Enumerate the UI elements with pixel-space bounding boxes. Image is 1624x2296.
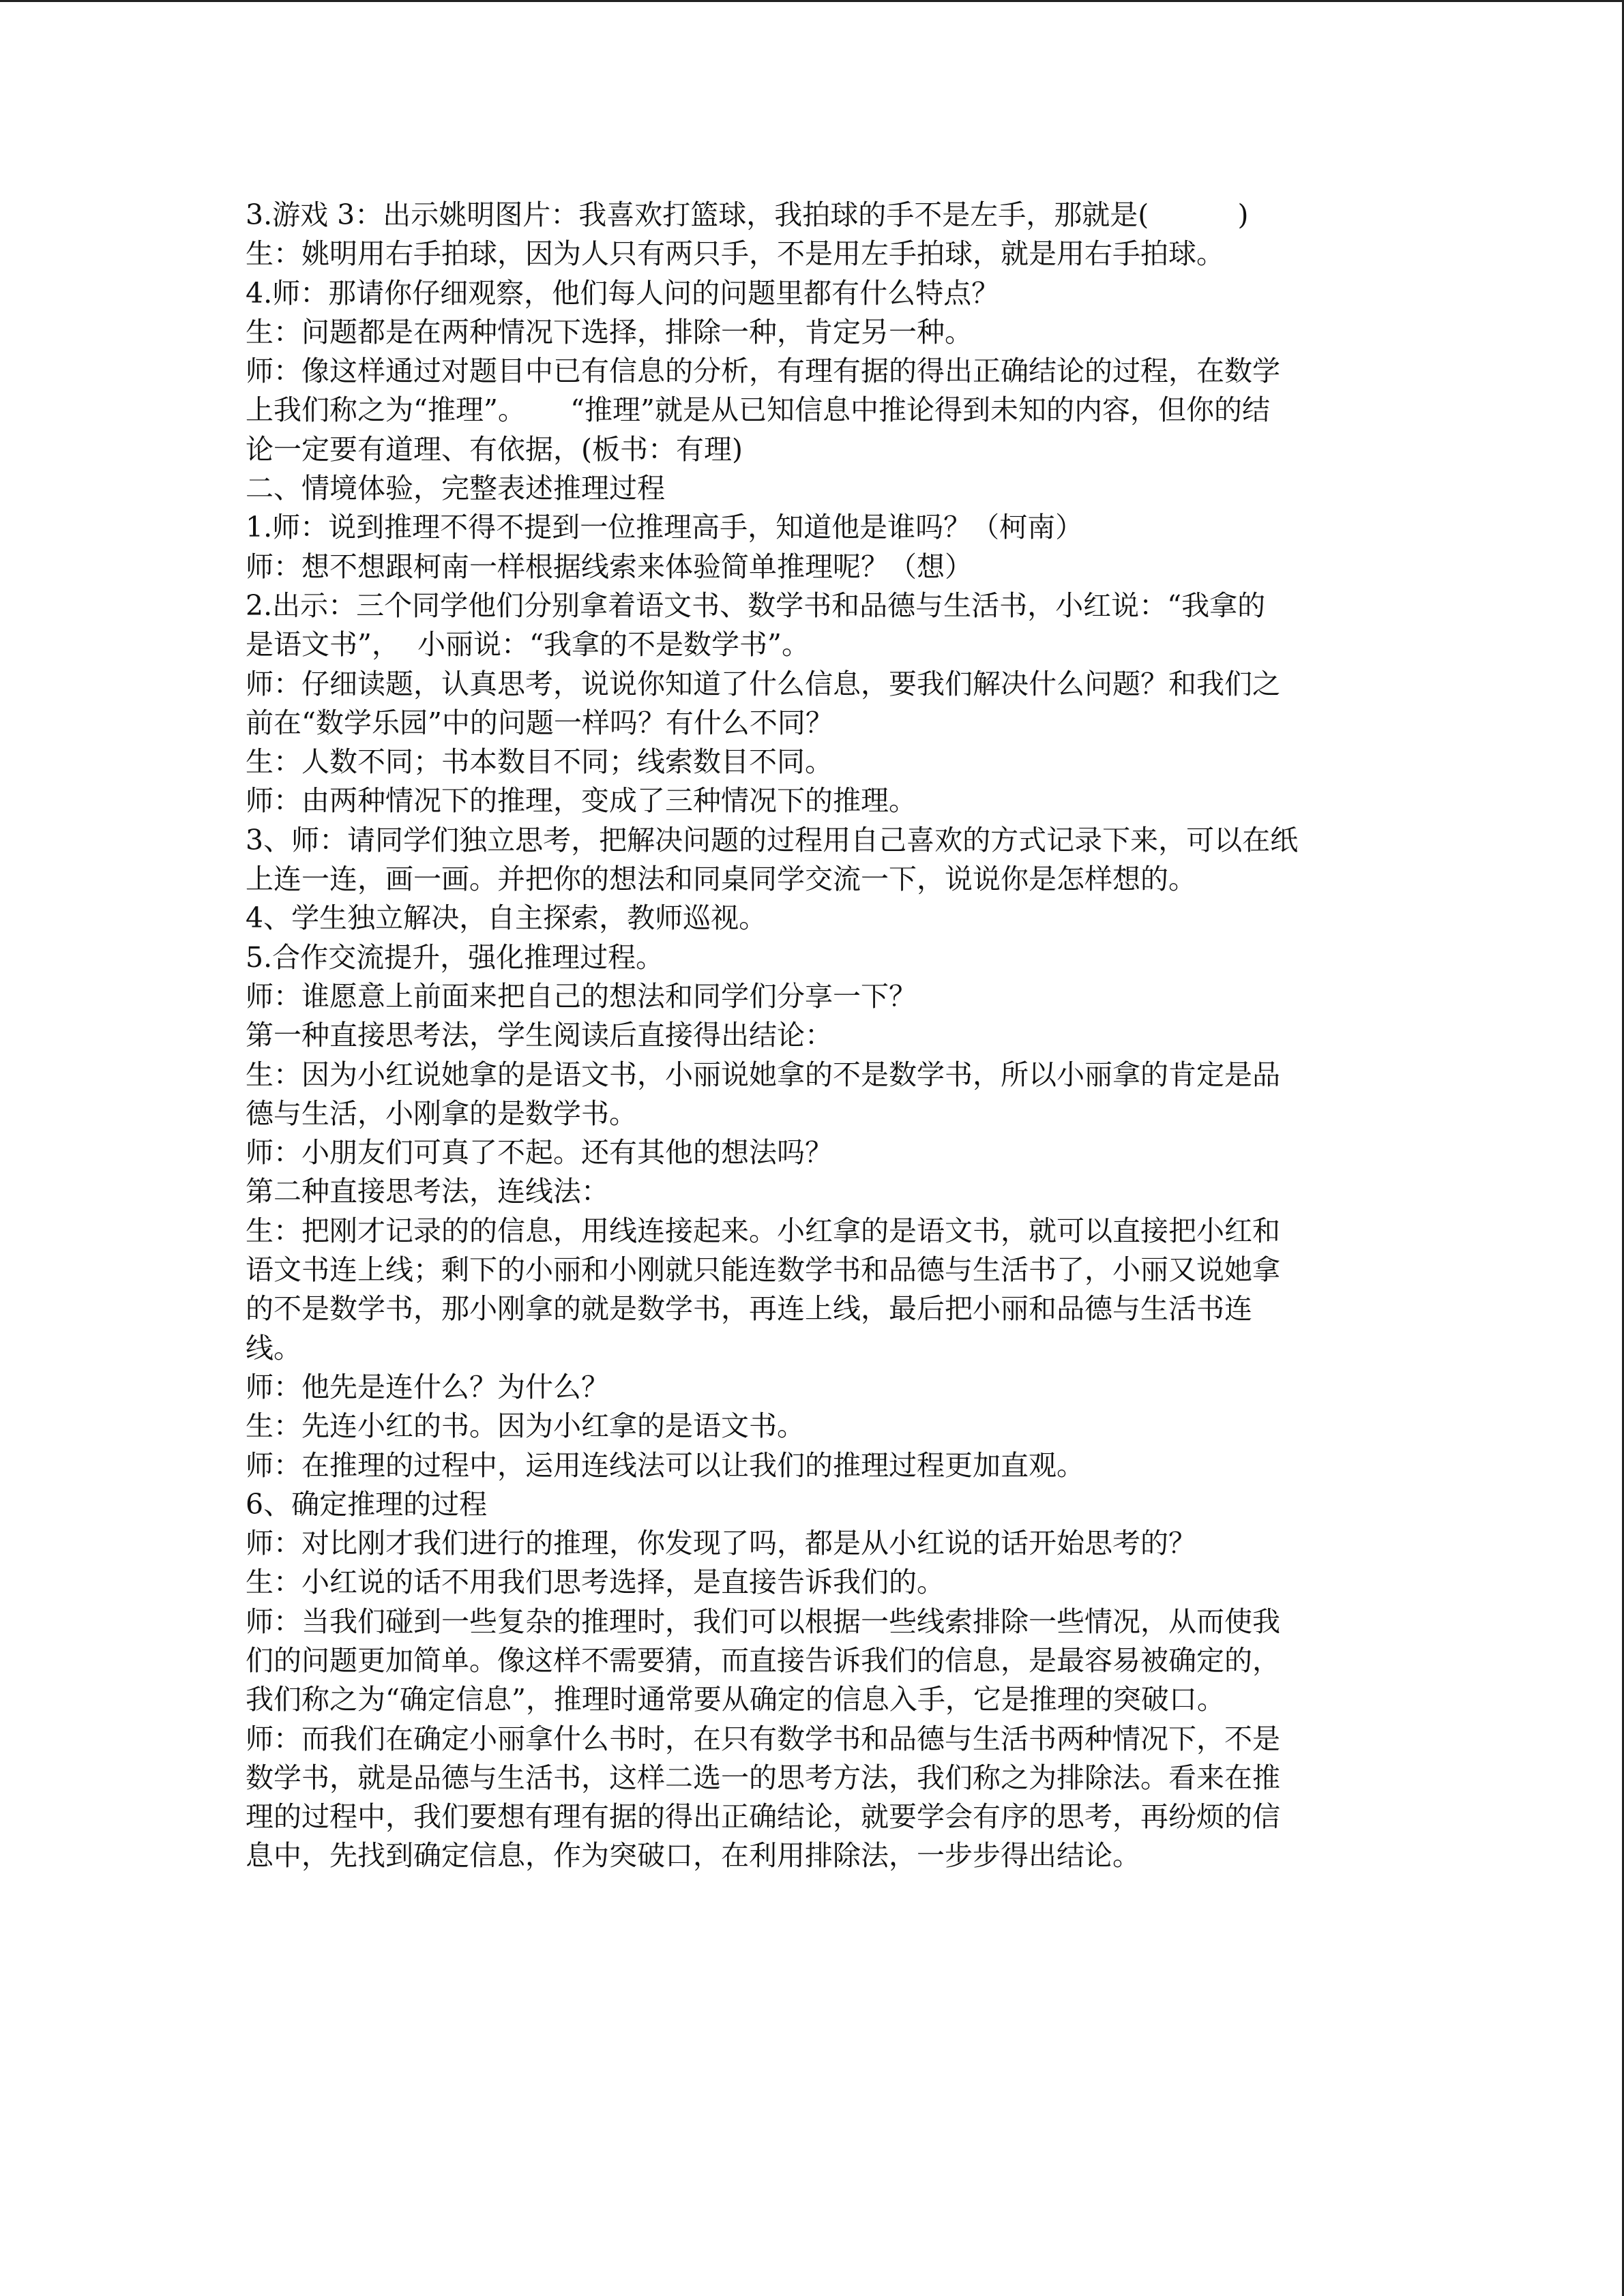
text-line: 3、师：请同学们独立思考，把解决问题的过程用自己喜欢的方式记录下来，可以在纸 xyxy=(246,823,1299,856)
text-line: 前在“数学乐园”中的问题一样吗？有什么不同？ xyxy=(246,706,833,739)
text-line: 6、确定推理的过程 xyxy=(246,1487,488,1521)
text-line: 1.师：说到推理不得不提到一位推理高手，知道他是谁吗？（柯南） xyxy=(246,511,1084,544)
text-line: 师：在推理的过程中，运用连线法可以让我们的推理过程更加直观。 xyxy=(246,1448,1084,1482)
text-line: 师：由两种情况下的推理，变成了三种情况下的推理。 xyxy=(246,784,917,818)
text-line: 2.出示：三个同学他们分别拿着语文书、数学书和品德与生活书，小红说：“我拿的 xyxy=(246,588,1266,622)
text-line: 我们称之为“确定信息”，推理时通常要从确定的信息入手，它是推理的突破口。 xyxy=(246,1683,1225,1716)
text-line: 师：仔细读题，认真思考，说说你知道了什么信息，要我们解决什么问题？和我们之 xyxy=(246,667,1280,700)
text-line: 生：先连小红的书。因为小红拿的是语文书。 xyxy=(246,1410,805,1443)
text-line: 5.合作交流提升，强化推理过程。 xyxy=(246,940,664,974)
text-line: 师：想不想跟柯南一样根据线索来体验简单推理呢？（想） xyxy=(246,550,973,583)
text-line: 第二种直接思考法，连线法： xyxy=(246,1175,609,1208)
text-line: 生：姚明用右手拍球，因为人只有两只手，不是用左手拍球，就是用右手拍球。 xyxy=(246,237,1224,271)
section-heading: 二、情境体验，完整表述推理过程 xyxy=(246,472,665,505)
text-line: 们的问题更加简单。像这样不需要猜，而直接告诉我们的信息，是最容易被确定的， xyxy=(246,1643,1280,1677)
text-line: 论一定要有道理、有依据，(板书：有理) xyxy=(246,432,743,466)
text-line: 语文书连上线；剩下的小丽和小刚就只能连数学书和品德与生活书了，小丽又说她拿 xyxy=(246,1253,1280,1287)
text-line: 数学书，就是品德与生活书，这样二选一的思考方法，我们称之为排除法。看来在推 xyxy=(246,1761,1280,1794)
document-body xyxy=(246,196,1391,1876)
text-line: 理的过程中，我们要想有理有据的得出正确结论，就要学会有序的思考，再纷烦的信 xyxy=(246,1800,1280,1834)
text-line: 生：把刚才记录的的信息，用线连接起来。小红拿的是语文书，就可以直接把小红和 xyxy=(246,1214,1280,1247)
text-line: 4、学生独立解决，自主探索，教师巡视。 xyxy=(246,901,767,935)
text-line: 第一种直接思考法，学生阅读后直接得出结论： xyxy=(246,1019,833,1052)
page-border-top xyxy=(0,0,1624,2)
text-line: 师：对比刚才我们进行的推理，你发现了吗，都是从小红说的话开始思考的？ xyxy=(246,1527,1196,1560)
text-line: 师：像这样通过对题目中已有信息的分析，有理有据的得出正确结论的过程，在数学 xyxy=(246,355,1280,388)
text-line: 3.游戏 3：出示姚明图片：我喜欢打篮球，我拍球的手不是左手，那就是( ) xyxy=(246,198,1249,231)
text-line: 上我们称之为“推理”。 “推理”就是从已知信息中推论得到未知的内容，但你的结 xyxy=(246,393,1271,427)
text-line: 师：小朋友们可真了不起。还有其他的想法吗？ xyxy=(246,1136,833,1169)
text-line: 德与生活，小刚拿的是数学书。 xyxy=(246,1097,637,1130)
text-line: 师：他先是连什么？为什么？ xyxy=(246,1370,609,1403)
text-line: 上连一连，画一画。并把你的想法和同桌同学交流一下，说说你是怎样想的。 xyxy=(246,863,1196,896)
text-line: 线。 xyxy=(246,1331,301,1365)
text-line: 生：因为小红说她拿的是语文书，小丽说她拿的不是数学书，所以小丽拿的肯定是品 xyxy=(246,1058,1280,1091)
text-line: 师：谁愿意上前面来把自己的想法和同学们分享一下？ xyxy=(246,979,917,1013)
text-line: 4.师：那请你仔细观察，他们每人问的问题里都有什么特点？ xyxy=(246,276,1000,310)
text-line: 生：小红说的话不用我们思考选择，是直接告诉我们的。 xyxy=(246,1566,945,1599)
text-line: 师：而我们在确定小丽拿什么书时，在只有数学书和品德与生活书两种情况下，不是 xyxy=(246,1722,1280,1755)
text-line: 师：当我们碰到一些复杂的推理时，我们可以根据一些线索排除一些情况，从而使我 xyxy=(246,1605,1280,1638)
text-line: 生：人数不同；书本数目不同；线索数目不同。 xyxy=(246,745,833,779)
text-line: 的不是数学书，那小刚拿的就是数学书，再连上线，最后把小丽和品德与生活书连 xyxy=(246,1292,1252,1326)
text-line: 息中，先找到确定信息，作为突破口，在利用排除法，一步步得出结论。 xyxy=(246,1839,1140,1873)
text-line: 是语文书”， 小丽说：“我拿的不是数学书”。 xyxy=(246,628,810,661)
text-line: 生：问题都是在两种情况下选择，排除一种，肯定另一种。 xyxy=(246,315,973,348)
